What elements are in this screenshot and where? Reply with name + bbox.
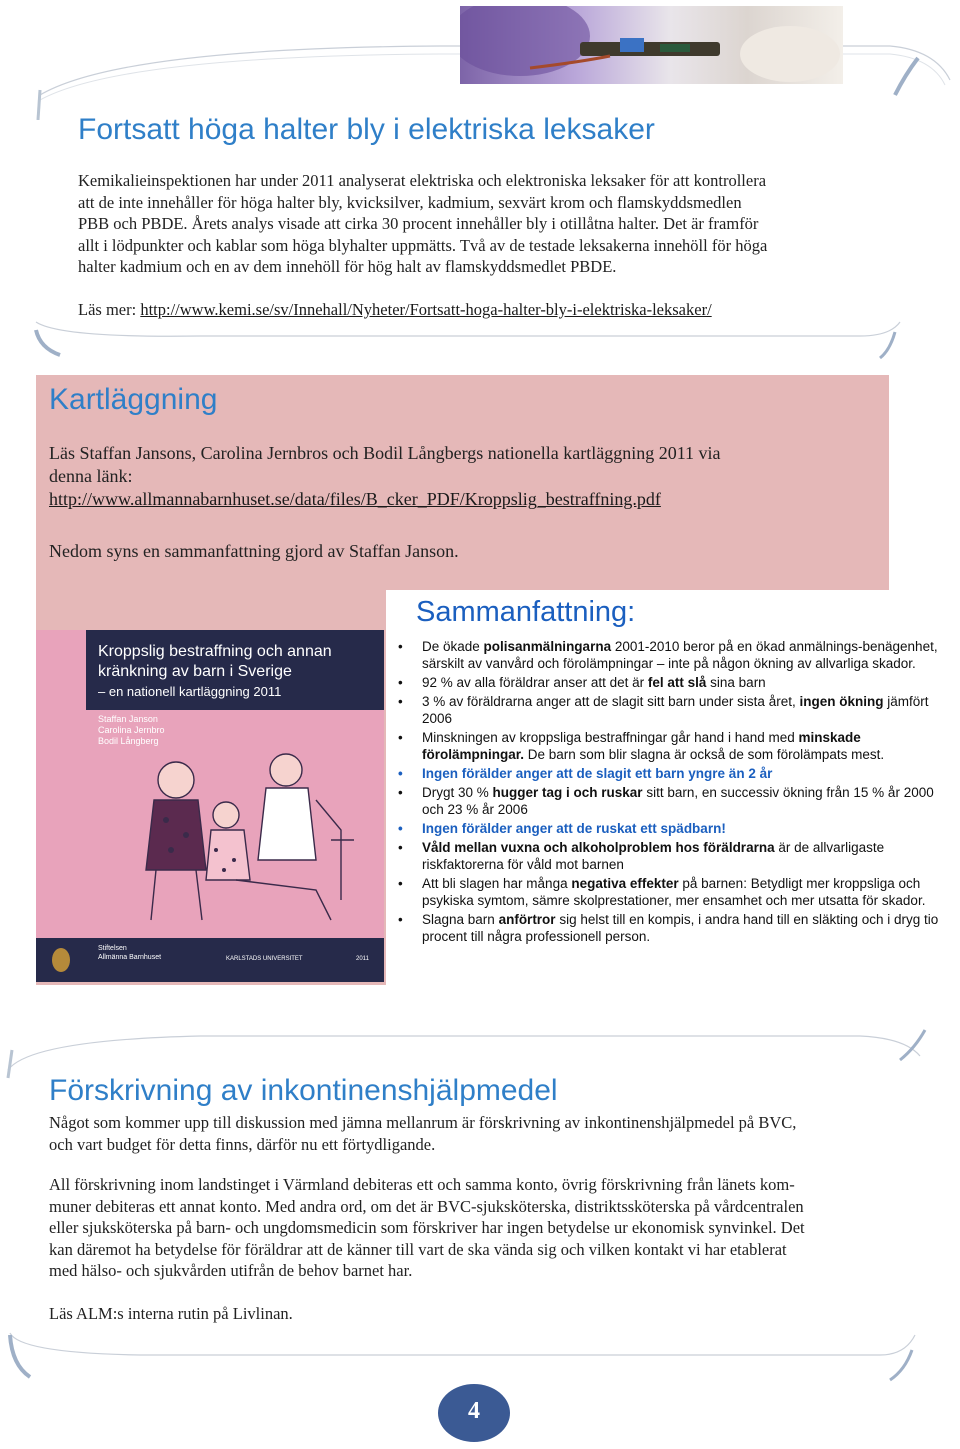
summary-list: [394, 638, 939, 947]
section1-line: att de inte innehåller för höga halter bly, kvicksilver, kadmium, sexvärt krom och flamskyddsmedlen: [78, 192, 742, 212]
intro-line: denna länk:: [49, 466, 133, 486]
section1-line: PBB och PBDE. Årets analys visade att cirka 30 procent innehåller bly i otillåtna halter. Det är framför: [78, 214, 759, 233]
page-number: 4: [468, 1398, 480, 1424]
cover-footer: [36, 938, 384, 982]
read-more-prefix: Läs mer:: [78, 300, 141, 319]
toy-photo: [460, 6, 843, 84]
bottom-swash: [0, 1325, 960, 1385]
section1-title: Fortsatt höga halter bly i elektriska leksaker: [78, 113, 655, 146]
summary-item: • Drygt 30 % hugger tag i och ruskar sitt barn, en successiv ökning från 15 % år 2000 och 23 % år 2006: [398, 785, 934, 817]
summary-item: • Ingen förälder anger att de slagit ett barn yngre än 2 år: [398, 766, 773, 781]
book-cover: [36, 630, 384, 982]
cover-university: KARLSTADS UNIVERSITET: [226, 956, 303, 962]
summary-title: Sammanfattning:: [416, 596, 636, 628]
cover-publisher: Stiftelsen Allmänna Barnhuset: [98, 945, 162, 961]
section1-paragraph: [78, 170, 878, 278]
seal-icon: [52, 948, 70, 972]
section3-read-more: Läs ALM:s interna rutin på Livlinan.: [49, 1304, 293, 1323]
section3-paragraph2: All förskrivning inom landstinget i Värmland debiteras ett och samma konto, övrig förskrivning från länets kom- muner debiteras ett annat konto. Med andra ord, om det är BVC-sjuksköterska, distriktssköterska på vårdcentralen eller sjuksköterska på barn- och ungdomsmedicin som förskriver har ingen betydelse ur ekonomisk synvinkel. Det kan däremot ha betydelse för föräldrar att de känner till vart de ska vända sig och vilken kontakt vi har etablerat med hälso- och sjukvården utifrån de behov barnet har.: [49, 1175, 805, 1280]
section3-top-swash: [0, 1010, 960, 1080]
circuit-board-icon: [460, 6, 843, 84]
summary-item: • Minskningen av kroppsliga bestraffningar går hand i hand med minskade förolämpningar. De barn som blir slagna är också de som förolämpats mest.: [398, 730, 885, 762]
summary-item: • Slagna barn anförtror sig helst till en kompis, i andra hand till en släkting och i dryg tio procent till några professionell person.: [398, 912, 939, 944]
cover-year: 2011: [356, 956, 369, 962]
section1-line: halter kadmium och en av dem innehöll för hög halt av flamskyddsmedlet PBDE.: [78, 257, 617, 276]
section2-title: Kartläggning: [49, 383, 218, 416]
cover-authors: Staffan Janson Carolina Jernbro Bodil Långberg: [98, 714, 165, 746]
summary-panel: [386, 590, 946, 985]
section2-note: Nedom syns en sammanfattning gjord av Staffan Janson.: [49, 541, 459, 561]
intro-line: Läs Staffan Jansons, Carolina Jernbros och Bodil Långbergs nationella kartläggning 2011 via: [49, 443, 721, 463]
section1-line: allt i lödpunkter och kablar som höga blyhalter uppmätts. Två av de testade leksakerna innehöll för höga: [78, 235, 768, 255]
cover-title: Kroppslig bestraffning och annan kränkning av barn i Sverige – en nationell kartläggning 2011: [98, 643, 332, 699]
allmannabarnhuset-link[interactable]: http://www.allmannabarnhuset.se/data/files/B_cker_PDF/Kroppslig_bestraffning.pdf: [49, 489, 661, 509]
children-illustration: [116, 740, 356, 930]
summary-item: • Ingen förälder anger att de ruskat ett spädbarn!: [398, 821, 726, 836]
summary-item: • 3 % av föräldrarna anger att de slagit sitt barn under sista året, ingen ökning jämfört 2006: [398, 694, 929, 726]
summary-item: • 92 % av alla föräldrar anser att det är fel att slå sina barn: [398, 675, 766, 690]
summary-item: • De ökade polisanmälningarna 2001-2010 beror på en ökad anmälnings-benägenhet, särskilt av vanvård och förolämpningar – inte på någon ökning av allvarliga skador.: [398, 639, 938, 671]
section3-paragraph1: Något som kommer upp till diskussion med jämna mellanrum är förskrivning av inkontinenshjälpmedel på BVC, och vart budget för detta finns, därför nu ett förtydligande.: [49, 1113, 797, 1154]
kemi-link[interactable]: http://www.kemi.se/sv/Innehall/Nyheter/Fortsatt-hoga-halter-bly-i-elektriska-leksaker/: [140, 300, 712, 319]
section1-line: Kemikalieinspektionen har under 2011 analyserat elektriska och elektroniska leksaker för att kontrollera: [78, 171, 767, 190]
section1-bottom-swash: [0, 310, 960, 370]
summary-item: • Våld mellan vuxna och alkoholproblem hos föräldrarna är de allvarligaste riskfaktorerna för våld mot barnen: [398, 840, 885, 872]
section2-intro: [49, 442, 879, 511]
section3-title: Förskrivning av inkontinenshjälpmedel: [49, 1074, 558, 1107]
summary-item: • Att bli slagen har många negativa effekter på barnen: Betydligt mer kroppsliga och psykiska symtom, sämre skolprestationer, mer ensamhet och mer utsatta för skador.: [398, 876, 926, 908]
